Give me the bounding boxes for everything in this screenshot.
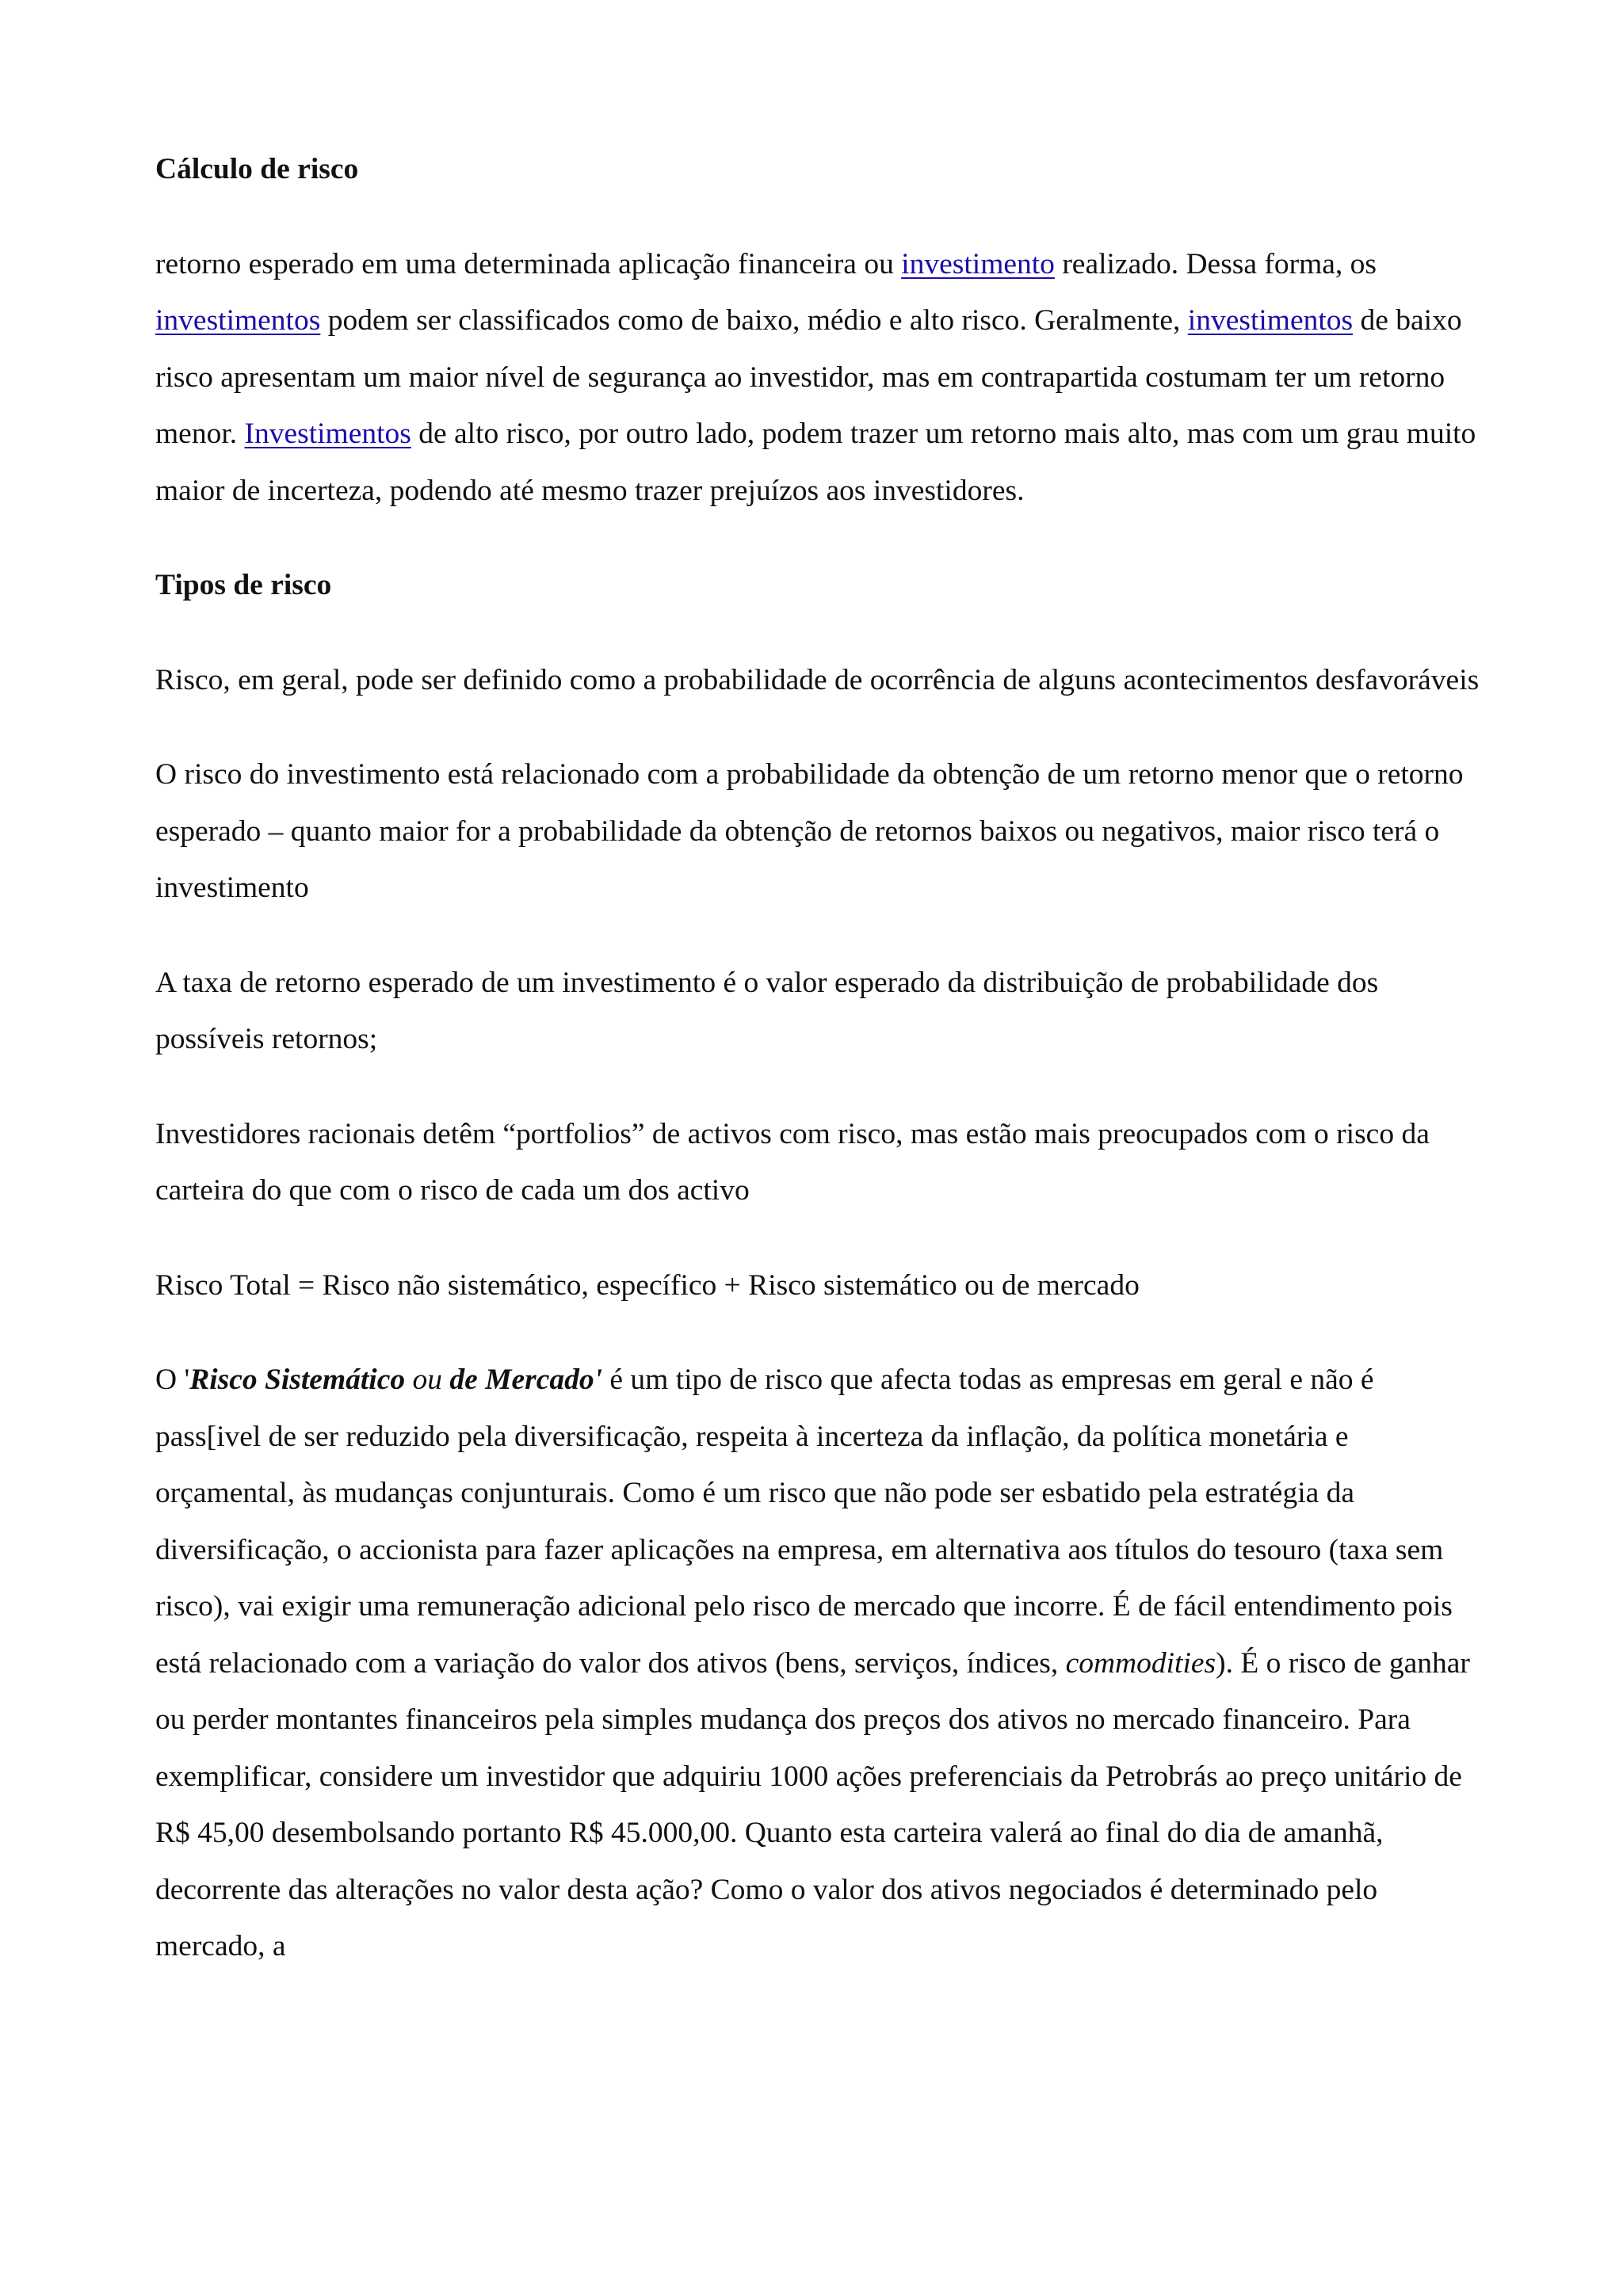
paragraph-risco-total: Risco Total = Risco não sistemático, específico + Risco sistemático ou de mercado <box>155 1268 1140 1302</box>
text-run: de baixo risco apresentam um maior nível de segurança ao investidor, mas em contrapartida costumam ter um retorno menor. <box>155 304 1462 450</box>
section-heading-calculo-de-risco: Cálculo de risco <box>155 153 359 185</box>
text-run: O ' <box>155 1363 190 1396</box>
emphasis-ou: ou <box>412 1363 442 1396</box>
text-run: ). É o risco de ganhar ou perder montantes financeiros pela simples mudança dos preços dos ativos no mercado financeiro. Para exemplificar, considere um investidor que adquiriu 1000 ações preferenciais da Petrobrás ao preço unitário de R$ 45,00 desembolsando portanto R$ 45.000,00. Quanto esta carteira valerá ao final do dia de amanhã, decorrente das alterações no valor desta ação? Como o valor dos ativos negociados é determinado pelo mercado, a <box>155 1646 1470 1962</box>
paragraph-risco-sistematico <box>155 1352 1487 1975</box>
text-run: realizado. Dessa forma, os <box>1054 247 1377 280</box>
paragraph-definicao-risco: Risco, em geral, pode ser definido como a probabilidade de ocorrência de alguns acontecimentos desfavoráveis <box>155 663 1480 696</box>
text-run: é um tipo de risco que afecta todas as empresas em geral e não é pass[ivel de ser reduzido pela diversificação, respeita à incerteza da inflação, da política monetária e orçamental, às mudanças conjunturais. Como é um risco que não pode ser esbatido pela estratégia da diversificação, o accionista para fazer aplicações na empresa, em alternativa aos títulos do tesouro (taxa sem risco), vai exigir uma remuneração adicional pelo risco de mercado que incorre. É de fácil entendimento pois está relacionado com a variação do valor dos ativos (bens, serviços, índices, <box>155 1363 1453 1680</box>
section-heading-tipos-de-risco: Tipos de risco <box>155 569 332 601</box>
text-run: retorno esperado em uma determinada aplicação financeira ou <box>155 247 902 280</box>
text-run: podem ser classificados como de baixo, médio e alto risco. Geralmente, <box>320 304 1188 337</box>
link-investimentos[interactable]: investimentos <box>155 304 321 337</box>
emphasis-commodities: commodities <box>1065 1646 1216 1680</box>
link-investimentos-alto-risco[interactable]: Investimentos <box>244 418 411 450</box>
document-page <box>155 141 1487 2013</box>
link-investimento[interactable]: investimento <box>901 247 1055 280</box>
link-investimentos-baixo-risco[interactable]: investimentos <box>1187 304 1354 337</box>
paragraph-risco-investimento: O risco do investimento está relacionado com a probabilidade da obtenção de um retorno menor que o retorno esperado – quanto maior for a probabilidade da obtenção de retornos baixos ou negativos, maior risco terá o investimento <box>155 758 1464 904</box>
text-run <box>442 1363 449 1396</box>
emphasis-de-mercado: de Mercado' <box>449 1363 603 1396</box>
text-run: de alto risco, por outro lado, podem trazer um retorno mais alto, mas com um grau muito maior de incerteza, podendo até mesmo trazer prejuízos aos investidores. <box>155 418 1476 507</box>
paragraph-taxa-retorno: A taxa de retorno esperado de um investimento é o valor esperado da distribuição de probabilidade dos possíveis retornos; <box>155 966 1379 1055</box>
paragraph-investidores-racionais: Investidores racionais detêm “portfolios” de activos com risco, mas estão mais preocupados com o risco da carteira do que com o risco de cada um dos activo <box>155 1117 1430 1207</box>
emphasis-risco-sistematico: Risco Sistemático <box>189 1363 406 1396</box>
paragraph-retorno-esperado <box>155 236 1487 520</box>
